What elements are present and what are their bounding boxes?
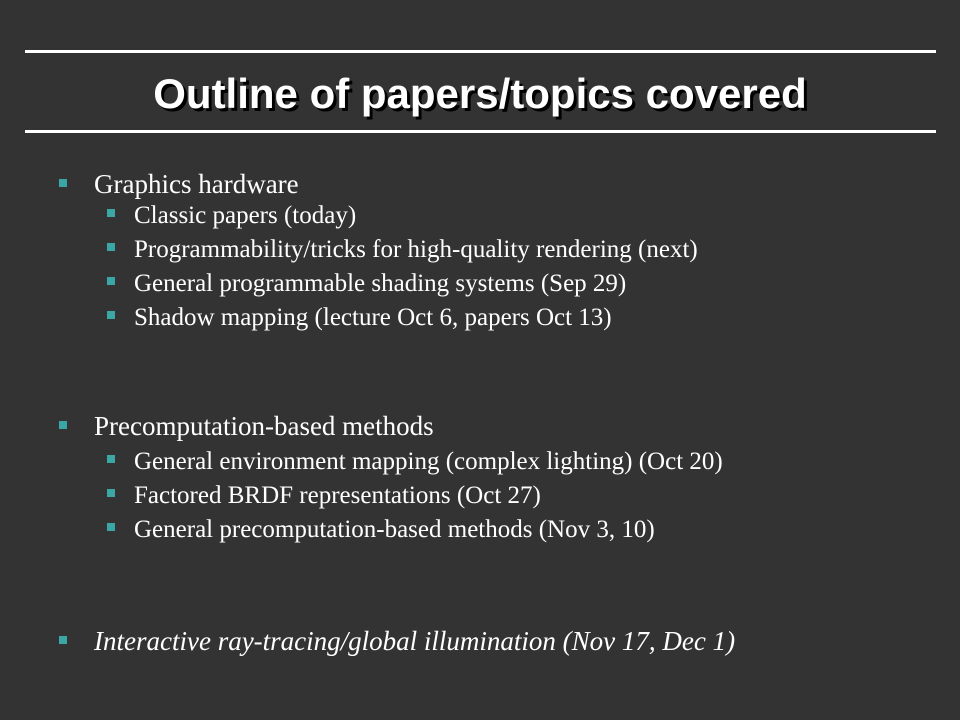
subitem-text: Classic papers (today) <box>134 202 357 229</box>
section-heading: Graphics hardware <box>94 169 299 199</box>
title-rule-bottom <box>25 130 936 133</box>
square-bullet-icon <box>107 277 115 285</box>
subitem-text: General environment mapping (complex lighting) (Oct 20) <box>134 448 723 475</box>
square-bullet-icon <box>107 311 115 319</box>
title-rule-top <box>25 50 936 53</box>
subitem-text: Shadow mapping (lecture Oct 6, papers Oct 13) <box>134 304 612 331</box>
subitem-text: Programmability/tricks for high-quality rendering (next) <box>134 236 698 263</box>
subitem-text: Factored BRDF representations (Oct 27) <box>134 482 541 509</box>
outline-subitem <box>107 268 626 300</box>
subitem-text: General precomputation-based methods (Nov 3, 10) <box>134 516 655 543</box>
square-bullet-icon <box>107 209 115 217</box>
outline-section-precomputation <box>59 410 434 442</box>
outline-section-graphics-hardware <box>59 168 299 200</box>
square-bullet-icon <box>59 179 67 187</box>
section-heading: Interactive ray-tracing/global illumination (Nov 17, Dec 1) <box>94 626 736 656</box>
outline-subitem <box>107 514 655 546</box>
square-bullet-icon <box>107 455 115 463</box>
square-bullet-icon <box>107 243 115 251</box>
outline-subitem <box>107 200 356 232</box>
square-bullet-icon <box>107 523 115 531</box>
slide-title: Outline of papers/topics covered <box>153 70 807 117</box>
outline-subitem <box>107 480 541 512</box>
outline-subitem <box>107 234 698 266</box>
subitem-text: General programmable shading systems (Sep 29) <box>134 270 627 297</box>
outline-subitem <box>107 446 723 478</box>
outline-subitem <box>107 302 612 334</box>
square-bullet-icon <box>59 421 67 429</box>
square-bullet-icon <box>107 489 115 497</box>
outline-section-ray-tracing <box>59 625 735 657</box>
section-heading: Precomputation-based methods <box>94 411 434 441</box>
square-bullet-icon <box>59 636 67 644</box>
